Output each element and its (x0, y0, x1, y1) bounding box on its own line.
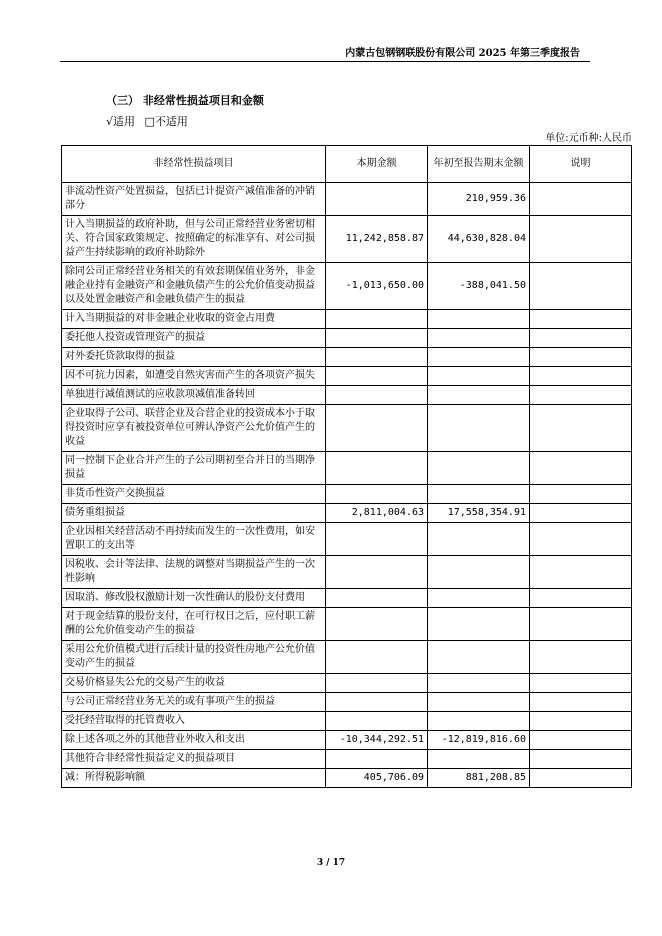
table-row (62, 386, 632, 405)
row-note (530, 485, 632, 504)
not-applicable-unchecked: □不适用 (144, 115, 188, 128)
row-current (326, 348, 428, 367)
row-ytd: -388,041.50 (428, 263, 530, 310)
row-note (530, 641, 632, 674)
table-row (62, 348, 632, 367)
table-row (62, 183, 632, 216)
table-row (62, 674, 632, 693)
row-note (530, 310, 632, 329)
row-ytd (428, 712, 530, 731)
row-note (530, 386, 632, 405)
row-current (326, 556, 428, 589)
section-title: （三） 非经常性损益项目和金额 (106, 94, 264, 107)
table-row (62, 405, 632, 452)
row-note (530, 504, 632, 523)
page-number: 3 / 17 (316, 858, 346, 868)
row-current: -10,344,292.51 (326, 731, 428, 750)
row-current: 405,706.09 (326, 769, 428, 788)
header-ytd: 年初至报告期末金额 (428, 146, 530, 183)
row-note (530, 329, 632, 348)
header-current: 本期金额 (326, 146, 428, 183)
row-current (326, 485, 428, 504)
table-row (62, 750, 632, 769)
row-current: 11,242,858.87 (326, 216, 428, 263)
row-ytd (428, 608, 530, 641)
row-ytd (428, 641, 530, 674)
row-item: 除同公司正常经营业务相关的有效套期保值业务外，非金融企业持有金融资产和金融负债产生的公允价值变动损益以及处置金融资产和金融负债产生的损益 (62, 263, 326, 310)
table-header-row (62, 146, 632, 183)
row-ytd (428, 348, 530, 367)
row-note (530, 452, 632, 485)
table-row (62, 367, 632, 386)
row-current (326, 386, 428, 405)
row-item: 其他符合非经常性损益定义的损益项目 (62, 750, 326, 769)
row-note (530, 216, 632, 263)
row-ytd: 44,630,828.04 (428, 216, 530, 263)
table-row (62, 608, 632, 641)
row-current (326, 523, 428, 556)
row-ytd (428, 310, 530, 329)
row-current (326, 589, 428, 608)
row-note (530, 183, 632, 216)
row-current: 2,811,004.63 (326, 504, 428, 523)
row-note (530, 750, 632, 769)
row-item: 委托他人投资或管理资产的损益 (62, 329, 326, 348)
row-ytd: 210,959.36 (428, 183, 530, 216)
row-note (530, 731, 632, 750)
report-header: 内蒙古包钢钢联股份有限公司 2025 年第三季度报告 (345, 48, 580, 59)
row-item: 采用公允价值模式进行后续计量的投资性房地产公允价值变动产生的损益 (62, 641, 326, 674)
row-item: 对于现金结算的股份支付，在可行权日之后，应付职工薪酬的公允价值变动产生的损益 (62, 608, 326, 641)
applicable-checked: √适用 (106, 115, 136, 128)
header-item: 非经常性损益项目 (62, 146, 326, 183)
row-item: 非货币性资产交换损益 (62, 485, 326, 504)
row-ytd (428, 452, 530, 485)
row-current (326, 183, 428, 216)
row-current (326, 405, 428, 452)
row-ytd (428, 556, 530, 589)
row-current (326, 329, 428, 348)
table-row (62, 485, 632, 504)
row-item: 减：所得税影响额 (62, 769, 326, 788)
row-item: 计入当期损益的政府补助，但与公司正常经营业务密切相关、符合国家政策规定、按照确定的标准享有、对公司损益产生持续影响的政府补助除外 (62, 216, 326, 263)
row-note (530, 608, 632, 641)
row-ytd (428, 367, 530, 386)
table-row (62, 769, 632, 788)
row-item: 企业取得子公司、联营企业及合营企业的投资成本小于取得投资时应享有被投资单位可辨认净资产公允价值产生的收益 (62, 405, 326, 452)
table-body (62, 183, 632, 788)
row-item: 非流动性资产处置损益，包括已计提资产减值准备的冲销部分 (62, 183, 326, 216)
applicability-options (106, 113, 194, 129)
table-row (62, 589, 632, 608)
row-ytd (428, 674, 530, 693)
row-note (530, 589, 632, 608)
row-item: 除上述各项之外的其他营业外收入和支出 (62, 731, 326, 750)
row-item: 交易价格显失公允的交易产生的收益 (62, 674, 326, 693)
table-row (62, 329, 632, 348)
row-item: 因不可抗力因素，如遭受自然灾害而产生的各项资产损失 (62, 367, 326, 386)
row-note (530, 263, 632, 310)
non-recurring-gains-table (61, 145, 632, 788)
row-current (326, 310, 428, 329)
row-item: 同一控制下企业合并产生的子公司期初至合并日的当期净损益 (62, 452, 326, 485)
row-item: 与公司正常经营业务无关的或有事项产生的损益 (62, 693, 326, 712)
unit-label: 单位:元币种:人民币 (545, 133, 632, 144)
row-item: 受托经营取得的托管费收入 (62, 712, 326, 731)
row-current (326, 693, 428, 712)
row-note (530, 712, 632, 731)
row-note (530, 523, 632, 556)
row-ytd (428, 386, 530, 405)
row-item: 单独进行减值测试的应收款项减值准备转回 (62, 386, 326, 405)
row-item: 计入当期损益的对非金融企业收取的资金占用费 (62, 310, 326, 329)
row-current (326, 452, 428, 485)
row-current (326, 750, 428, 769)
table-row (62, 693, 632, 712)
row-current (326, 674, 428, 693)
row-ytd (428, 693, 530, 712)
row-ytd: 17,558,354.91 (428, 504, 530, 523)
table-row (62, 641, 632, 674)
row-ytd (428, 329, 530, 348)
row-note (530, 674, 632, 693)
row-current: -1,013,650.00 (326, 263, 428, 310)
row-ytd (428, 589, 530, 608)
header-rule (60, 61, 590, 62)
row-current (326, 608, 428, 641)
table-row (62, 712, 632, 731)
table-row (62, 556, 632, 589)
table-row (62, 523, 632, 556)
row-item: 因取消、修改股权激励计划一次性确认的股份支付费用 (62, 589, 326, 608)
row-item: 对外委托贷款取得的损益 (62, 348, 326, 367)
row-current (326, 641, 428, 674)
table-row (62, 731, 632, 750)
row-note (530, 693, 632, 712)
row-current (326, 712, 428, 731)
row-item: 企业因相关经营活动不再持续而发生的一次性费用，如安置职工的支出等 (62, 523, 326, 556)
row-item: 债务重组损益 (62, 504, 326, 523)
header-note: 说明 (530, 146, 632, 183)
row-note (530, 367, 632, 386)
row-ytd: -12,819,816.60 (428, 731, 530, 750)
row-ytd (428, 523, 530, 556)
row-ytd: 881,208.85 (428, 769, 530, 788)
table-row (62, 504, 632, 523)
row-item: 因税收、会计等法律、法规的调整对当期损益产生的一次性影响 (62, 556, 326, 589)
table-row (62, 310, 632, 329)
row-note (530, 405, 632, 452)
table-row (62, 452, 632, 485)
table-row (62, 263, 632, 310)
row-ytd (428, 485, 530, 504)
row-current (326, 367, 428, 386)
table-row (62, 216, 632, 263)
row-ytd (428, 750, 530, 769)
row-note (530, 348, 632, 367)
row-note (530, 556, 632, 589)
row-ytd (428, 405, 530, 452)
row-note (530, 769, 632, 788)
